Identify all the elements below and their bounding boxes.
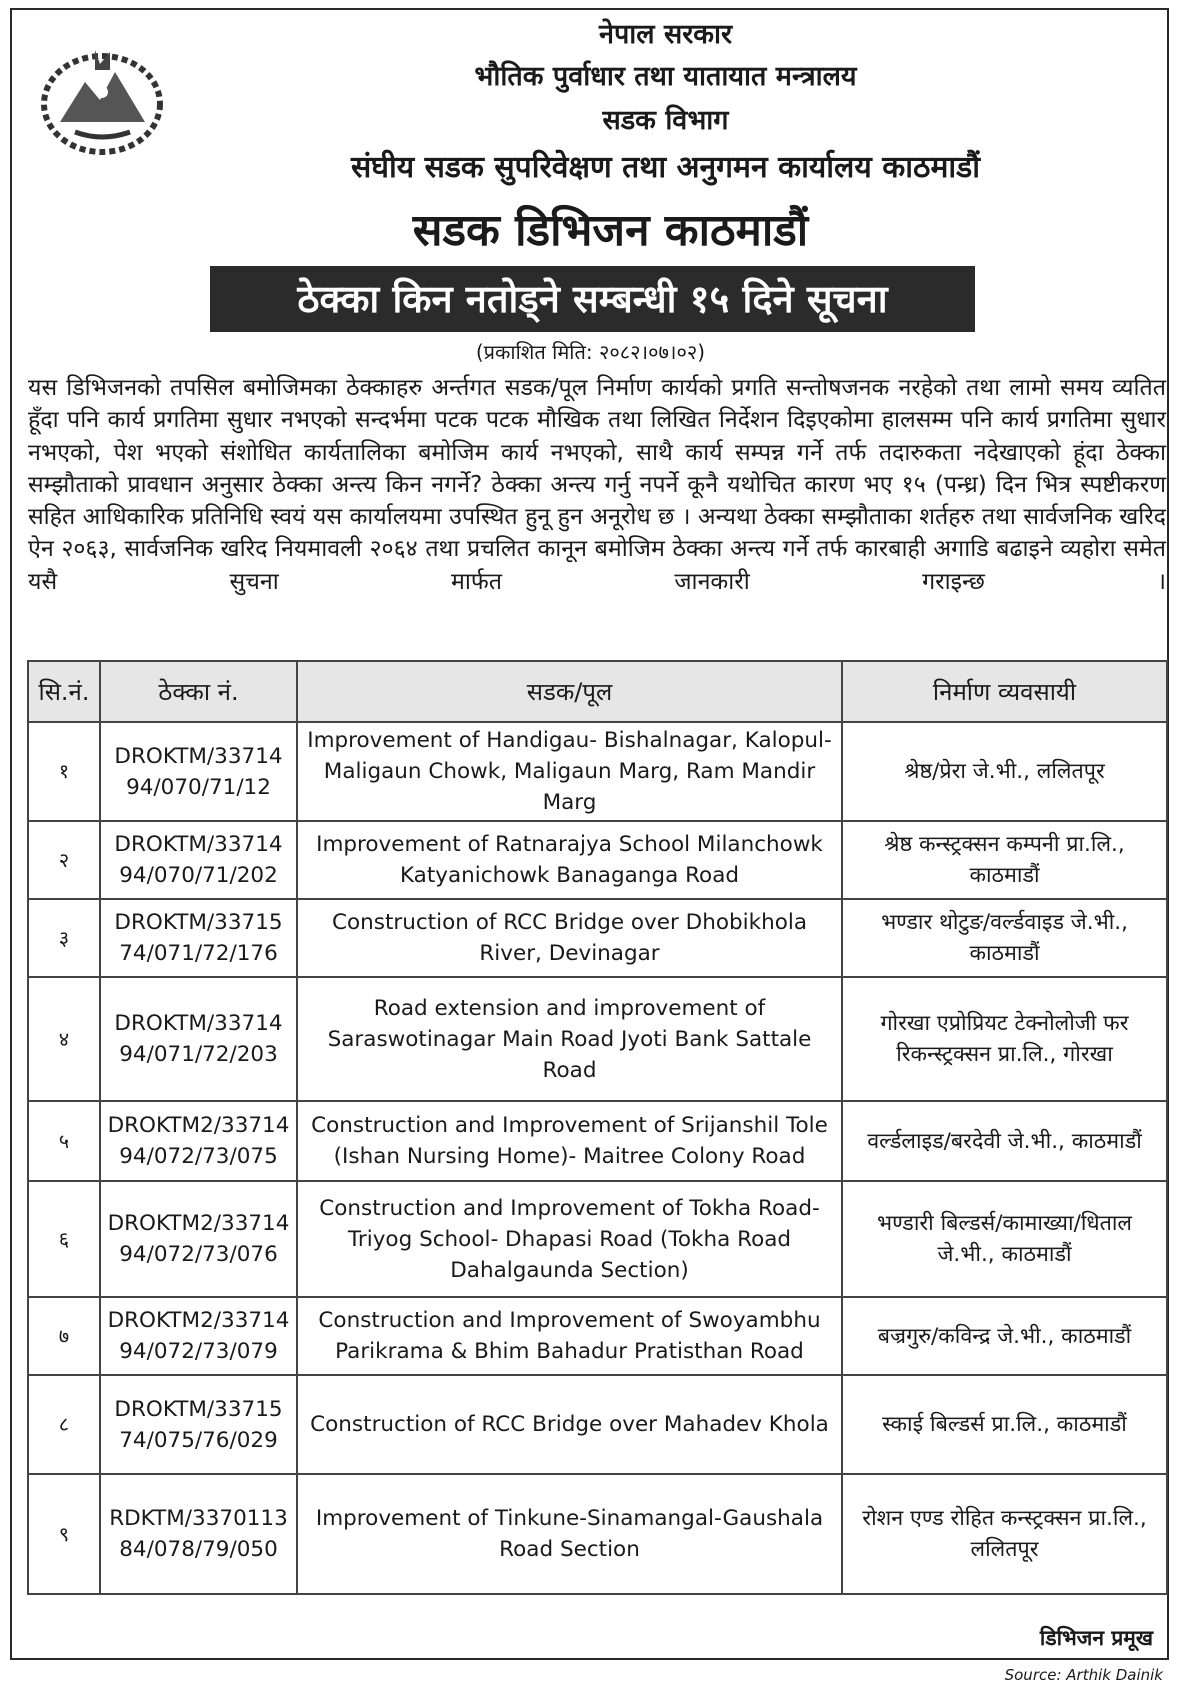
cell-road: Construction of RCC Bridge over Mahadev Khola: [297, 1375, 842, 1474]
cell-contractor: गोरखा एप्रोप्रियट टेक्नोलोजी फर रिकन्स्ट्रक्सन प्रा.लि., गोरखा: [842, 977, 1167, 1101]
col-header-contractor: निर्माण व्यवसायी: [842, 661, 1167, 722]
cell-road: Construction and Improvement of Swoyambhu Parikrama & Bhim Bahadur Pratisthan Road: [297, 1297, 842, 1375]
cell-sn: २: [28, 821, 100, 899]
signature-division-chief: डिभिजन प्रमूख: [1039, 1626, 1153, 1650]
cell-road: Construction and Improvement of Srijanshil Tole (Ishan Nursing Home)- Maitree Colony Road: [297, 1101, 842, 1181]
cell-sn: ६: [28, 1181, 100, 1297]
division-name: सडक डिभिजन काठमाडौं: [412, 205, 809, 256]
ministry-name: भौतिक पुर्वाधार तथा यातायात मन्त्रालय: [474, 61, 857, 92]
cell-sn: ७: [28, 1297, 100, 1375]
cell-road: Road extension and improvement of Saraswotinagar Main Road Jyoti Bank Sattale Road: [297, 977, 842, 1101]
cell-contract-no: DROKTM/33715 74/075/76/029: [100, 1375, 297, 1474]
cell-contractor: स्काई बिल्डर्स प्रा.लि., काठमाडौं: [842, 1375, 1167, 1474]
cell-sn: ८: [28, 1375, 100, 1474]
notice-body: यस डिभिजनको तपसिल बमोजिमका ठेक्काहरु अर्न्तगत सडक/पूल निर्माण कार्यको प्रगति सन्तोषजनक नरहेको तथा लामो समय व्यतित हूँदा पनि कार्य प्रगतिमा सुधार नभएको सन्दर्भमा पटक पटक मौखिक तथा लिखित निर्देशन दिइएकोमा हालसम्म पनि कार्य प्रगतिमा सुधार नभएको, पेश भएको संशोधित कार्यतालिका बमोजिम कार्य नभएको, साथै कार्य सम्पन्न गर्ने तर्फ तदारुकता नदेखाएको हूंदा ठेक्का सम्झौताको प्रावधान अनुसार ठेक्का अन्त्य किन नगर्ने? ठेक्का अन्त्य गर्नु नपर्ने कूनै यथोचित कारण भए १५ (पन्ध्र) दिन भित्र स्पष्टीकरण सहित आधिकारिक प्रतिनिधि स्वयं यस कार्यालयमा उपस्थित हुनू हुन अनूरोध छ । अन्यथा ठेक्का सम्झौताका शर्तहरु तथा सार्वजनिक खरिद ऐन २०६३, सार्वजनिक खरिद नियमावली २०६४ तथा प्रचलित कानून बमोजिम ठेक्का अन्त्य गर्ने तर्फ कारबाही अगाडि बढाइने व्यहोरा समेत यसै सुचना मार्फत जानकारी गराइन्छ ।: [28, 374, 1166, 595]
table-row: [28, 1474, 1167, 1594]
cell-road: Construction and Improvement of Tokha Road-Triyog School- Dhapasi Road (Tokha Road Dahalgaunda Section): [297, 1181, 842, 1297]
table-row: [28, 899, 1167, 977]
published-date: (प्रकाशित मिति: २०८२।०७।०२): [475, 340, 706, 364]
government-name: नेपाल सरकार: [598, 19, 733, 50]
cell-contract-no: DROKTM/33714 94/070/71/12: [100, 722, 297, 821]
cell-contract-no: DROKTM/33714 94/071/72/203: [100, 977, 297, 1101]
cell-sn: १: [28, 722, 100, 821]
cell-contract-no: DROKTM2/33714 94/072/73/075: [100, 1101, 297, 1181]
cell-contractor: भण्डारी बिल्डर्स/कामाख्या/धिताल जे.भी., काठमाडौं: [842, 1181, 1167, 1297]
cell-contract-no: DROKTM2/33714 94/072/73/079: [100, 1297, 297, 1375]
cell-road: Improvement of Ratnarajya School Milanchowk Katyanichowk Banaganga Road: [297, 821, 842, 899]
office-name: संघीय सडक सुपरिवेक्षण तथा अनुगमन कार्यालय काठमाडौं: [350, 150, 981, 185]
cell-contractor: भण्डार थोटुङ/वर्ल्डवाइड जे.भी., काठमाडौं: [842, 899, 1167, 977]
col-header-road-bridge: सडक/पूल: [297, 661, 842, 722]
table-row: [28, 1181, 1167, 1297]
table-row: [28, 821, 1167, 899]
contracts-table: [27, 660, 1168, 1595]
cell-sn: ५: [28, 1101, 100, 1181]
notice-title-banner: ठेक्का किन नतोड्ने सम्बन्धी १५ दिने सूचना: [210, 266, 975, 332]
table-row: [28, 722, 1167, 821]
cell-contract-no: DROKTM/33715 74/071/72/176: [100, 899, 297, 977]
cell-contractor: बज्रगुरु/कविन्द्र जे.भी., काठमाडौं: [842, 1297, 1167, 1375]
cell-contractor: श्रेष्ठ कन्स्ट्रक्सन कम्पनी प्रा.लि., काठमाडौं: [842, 821, 1167, 899]
cell-contractor: रोशन एण्ड रोहित कन्स्ट्रक्सन प्रा.लि., ललितपूर: [842, 1474, 1167, 1594]
cell-road: Construction of RCC Bridge over Dhobikhola River, Devinagar: [297, 899, 842, 977]
cell-sn: ९: [28, 1474, 100, 1594]
table-row: [28, 1297, 1167, 1375]
cell-contract-no: DROKTM2/33714 94/072/73/076: [100, 1181, 297, 1297]
cell-sn: ३: [28, 899, 100, 977]
cell-road: Improvement of Tinkune-Sinamangal-Gaushala Road Section: [297, 1474, 842, 1594]
nepal-government-emblem: [40, 42, 165, 157]
col-header-contract-no: ठेक्का नं.: [100, 661, 297, 722]
department-name: सडक विभाग: [602, 105, 729, 136]
cell-contract-no: RDKTM/3370113 84/078/79/050: [100, 1474, 297, 1594]
cell-sn: ४: [28, 977, 100, 1101]
table-row: [28, 977, 1167, 1101]
col-header-sn: सि.नं.: [28, 661, 100, 722]
table-row: [28, 1375, 1167, 1474]
source-credit: Source: Arthik Dainik: [1004, 1666, 1163, 1684]
table-row: [28, 1101, 1167, 1181]
cell-contractor: श्रेष्ठ/प्रेरा जे.भी., ललितपूर: [842, 722, 1167, 821]
table-header-row: [28, 661, 1167, 722]
cell-road: Improvement of Handigau- Bishalnagar, Kalopul-Maligaun Chowk, Maligaun Marg, Ram Mandir Marg: [297, 722, 842, 821]
cell-contract-no: DROKTM/33714 94/070/71/202: [100, 821, 297, 899]
cell-contractor: वर्ल्डलाइड/बरदेवी जे.भी., काठमाडौं: [842, 1101, 1167, 1181]
